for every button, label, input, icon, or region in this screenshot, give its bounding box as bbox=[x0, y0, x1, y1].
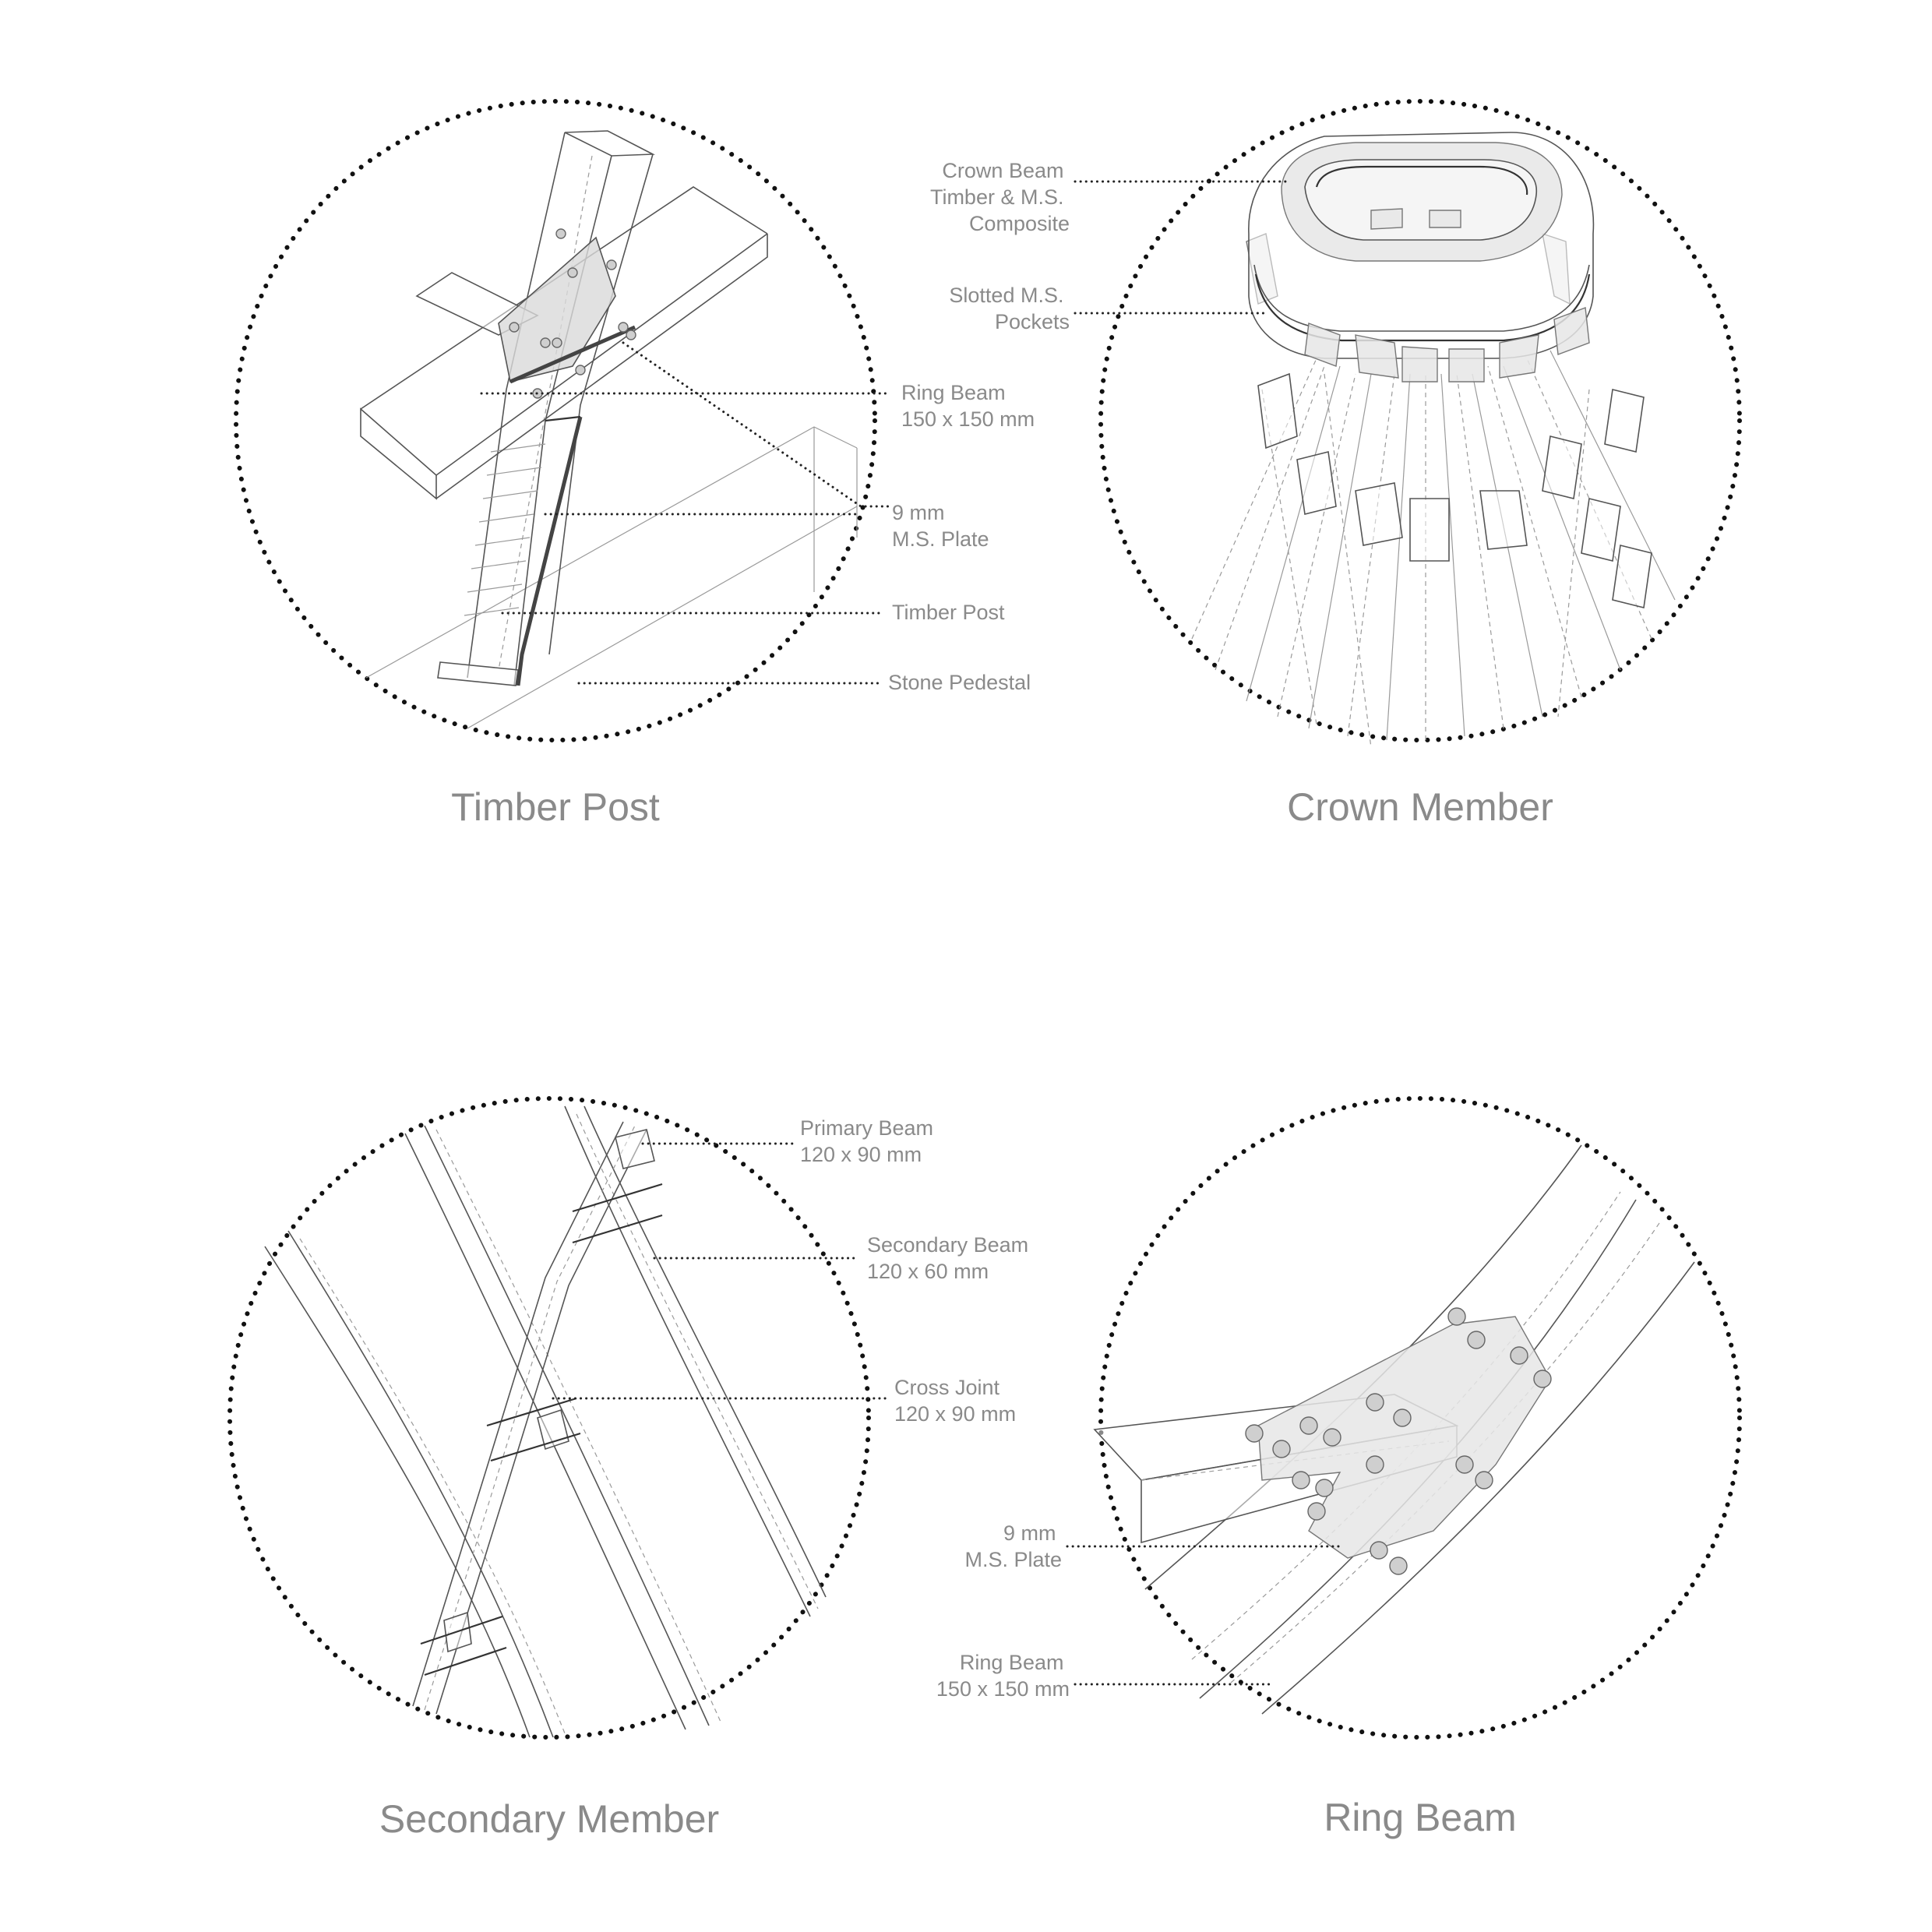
label-slotted-pockets: Slotted M.S. Pockets bbox=[949, 284, 1070, 333]
secondary-beam-drawing bbox=[413, 1122, 654, 1714]
radiating-members-drawing bbox=[1192, 351, 1675, 748]
leader-ms-plate bbox=[623, 343, 890, 506]
label-crown-beam: Crown Beam Timber & M.S. Composite bbox=[929, 159, 1070, 235]
panel-title-secondary-member: Secondary Member bbox=[379, 1797, 720, 1841]
timber-post-detail bbox=[236, 101, 1035, 829]
label-ring-beam: Ring Beam 150 x 150 mm bbox=[901, 381, 1035, 431]
secondary-member-detail bbox=[230, 1098, 1035, 1841]
ring-ms-plate-drawing bbox=[1246, 1308, 1551, 1574]
timber-post-detail-boundary bbox=[236, 101, 875, 740]
label-ring-ms-plate: 9 mm M.S. Plate bbox=[964, 1521, 1062, 1571]
label-timber-post: Timber Post bbox=[892, 601, 1005, 624]
label-secondary-beam: Secondary Beam 120 x 60 mm bbox=[867, 1233, 1029, 1283]
crown-ring-drawing bbox=[1246, 132, 1593, 382]
label-ring-beam-section: Ring Beam 150 x 150 mm bbox=[936, 1651, 1070, 1701]
label-primary-beam: Primary Beam 120 x 90 mm bbox=[800, 1116, 934, 1166]
label-cross-joint: Cross Joint 120 x 90 mm bbox=[894, 1376, 1017, 1426]
timber-post-drawing bbox=[438, 131, 653, 686]
label-ms-plate: 9 mm M.S. Plate bbox=[892, 501, 989, 551]
panel-title-timber-post: Timber Post bbox=[451, 785, 660, 829]
panel-title-crown-member: Crown Member bbox=[1287, 785, 1553, 829]
panel-title-ring-beam: Ring Beam bbox=[1324, 1796, 1517, 1839]
ring-beam-detail bbox=[936, 1098, 1740, 1839]
label-stone-pedestal: Stone Pedestal bbox=[888, 671, 1031, 694]
crown-member-detail bbox=[930, 101, 1740, 829]
gusset-plate-drawing bbox=[499, 229, 636, 398]
